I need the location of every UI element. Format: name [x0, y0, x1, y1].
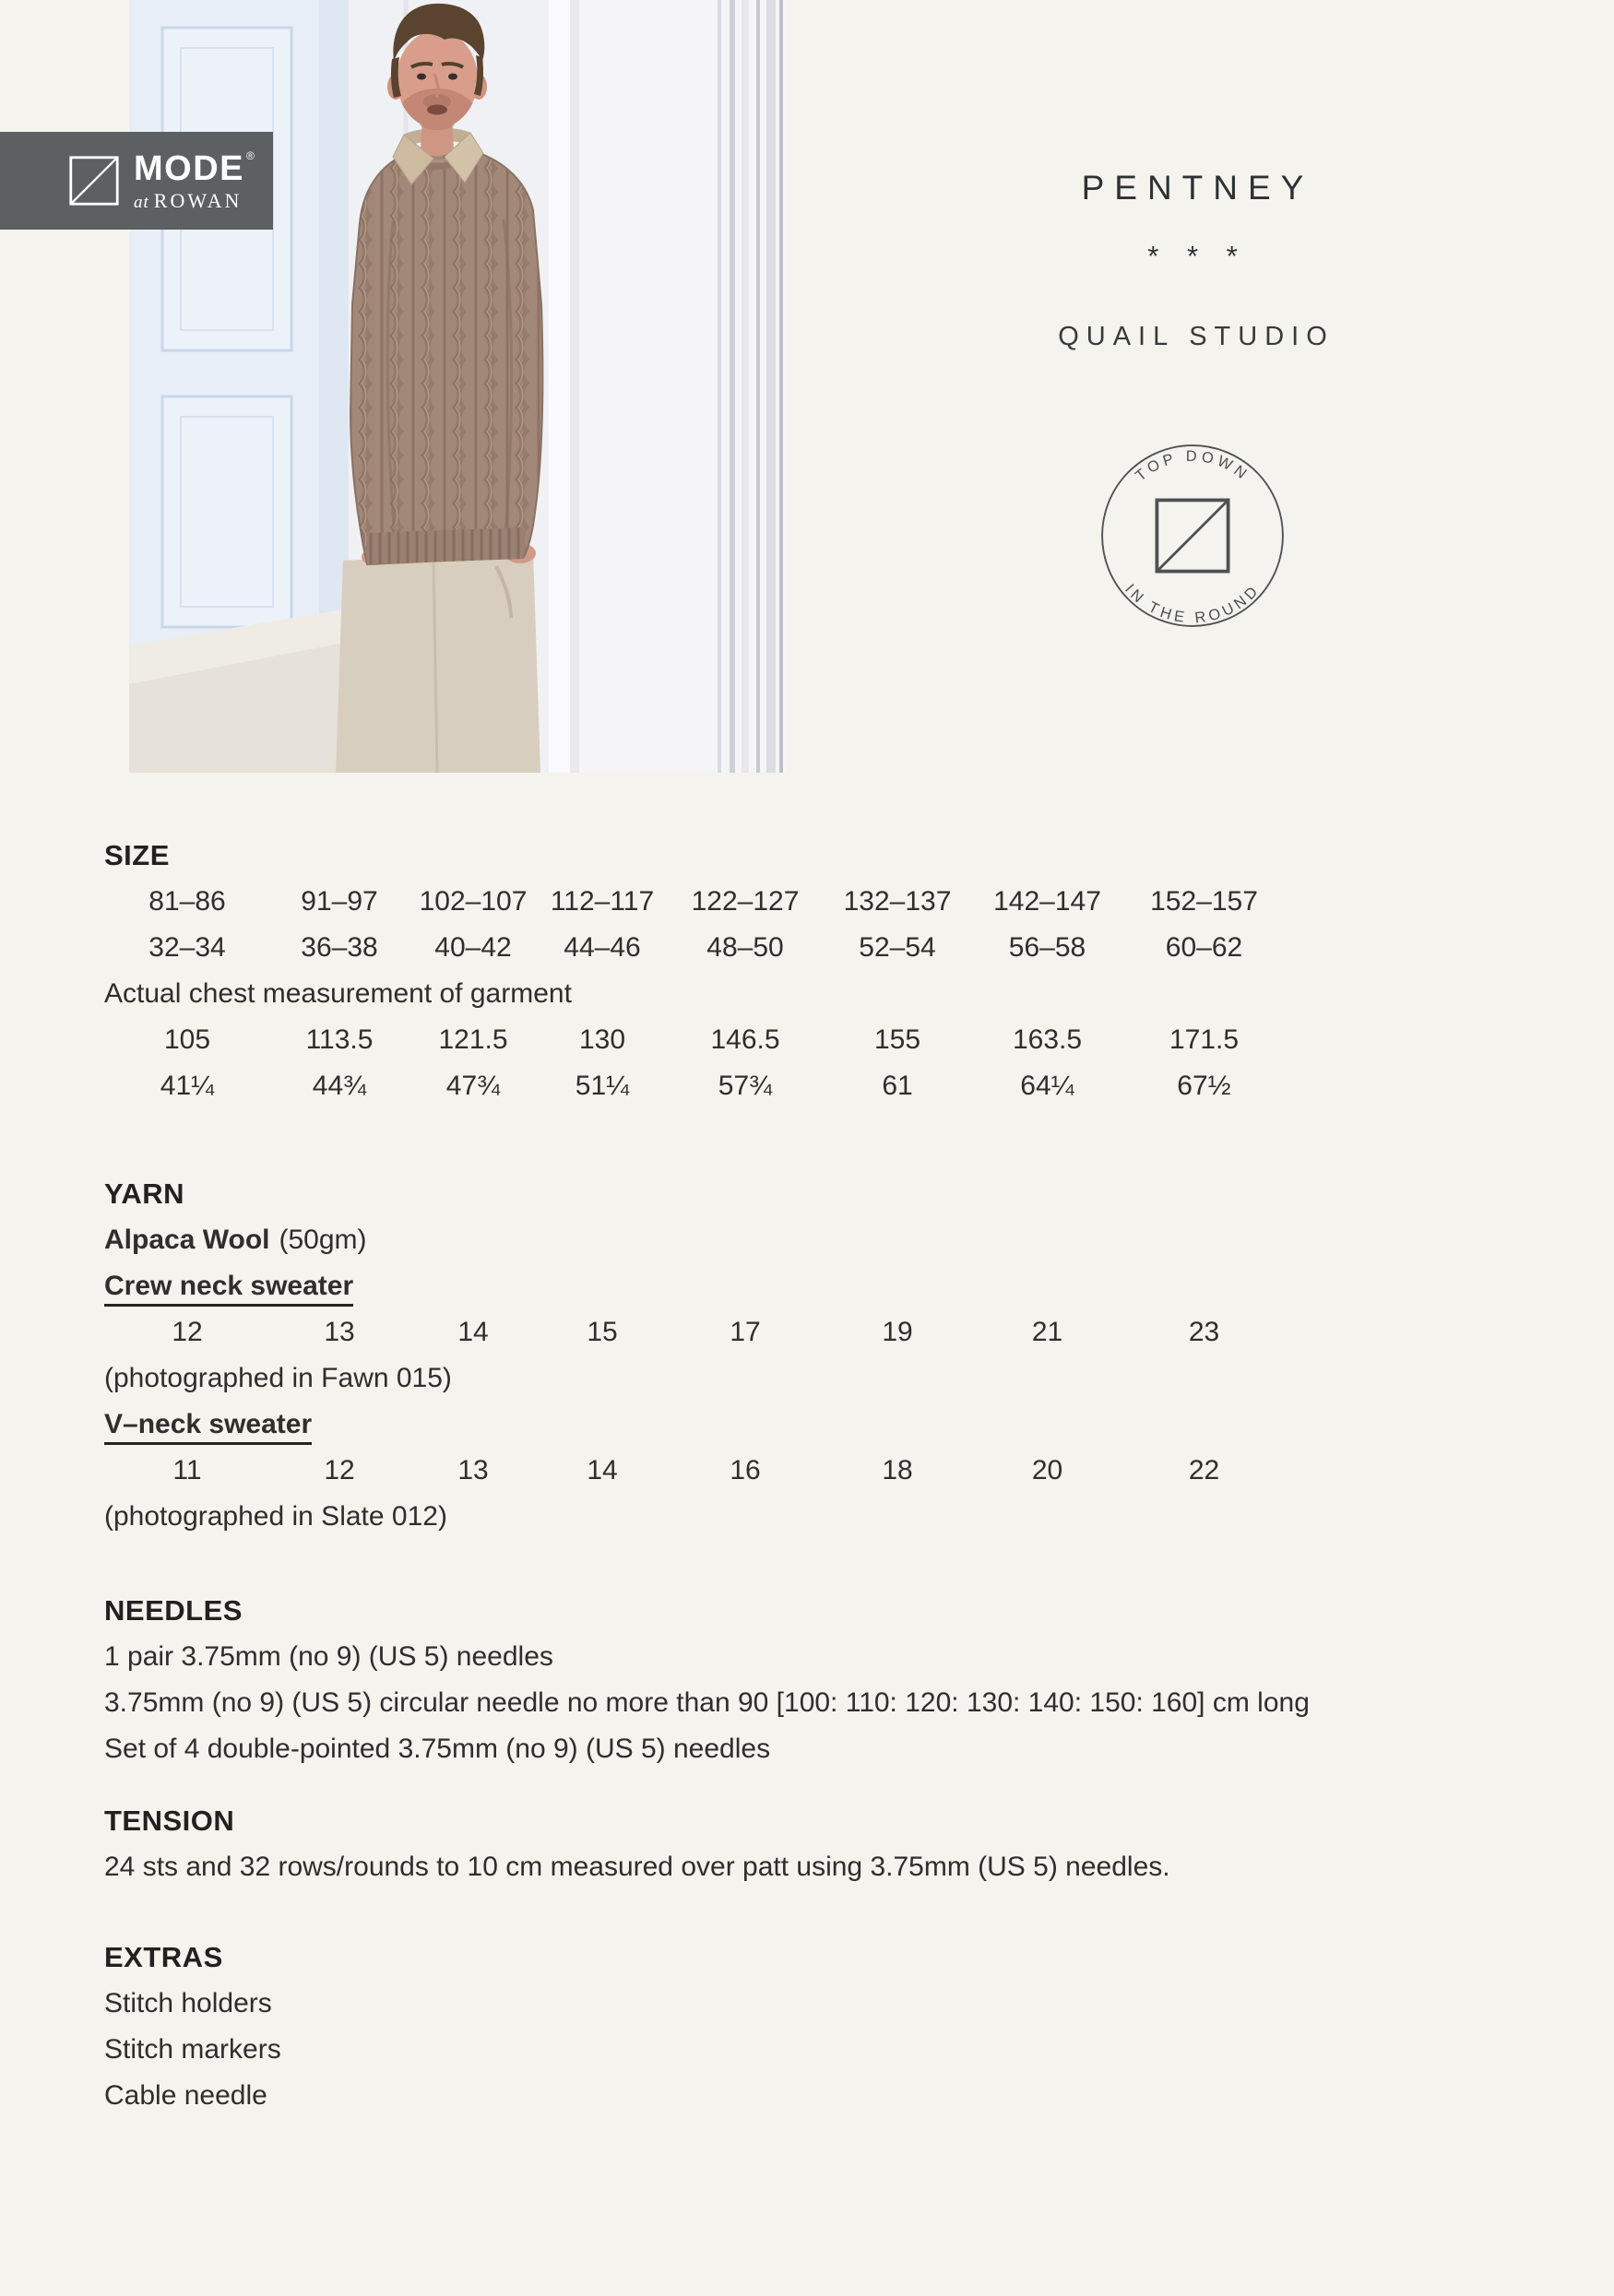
brand-sub-name: ROWAN: [153, 188, 243, 212]
yarn-quantity: 12: [324, 1455, 355, 1485]
registered-mark: ®: [246, 148, 256, 162]
yarn-quantity: 15: [587, 1317, 618, 1347]
actual-chest-note: Actual chest measurement of garment: [104, 978, 572, 1009]
model-photo: [129, 0, 786, 773]
vneck-quantities-row: [104, 1448, 1285, 1494]
size-value: 142–147: [993, 886, 1101, 917]
brand-banner: [0, 132, 273, 230]
yarn-quantity: 12: [172, 1317, 203, 1347]
size-value: 47¾: [445, 1071, 501, 1101]
title-block: [934, 0, 1451, 701]
yarn-weight: (50gm): [279, 1225, 367, 1255]
size-value: 61: [882, 1071, 913, 1101]
actual-cm-row: [104, 1017, 1285, 1063]
size-value: 44–46: [564, 932, 641, 963]
badge-diagonal: [1157, 500, 1228, 571]
yarn-quantity: 20: [1031, 1455, 1063, 1485]
top-down-badge: [1088, 432, 1297, 640]
door-frame: [570, 0, 786, 773]
size-value: 122–127: [691, 886, 800, 917]
size-section: [104, 833, 1568, 1109]
yarn-quantity: 17: [730, 1317, 761, 1347]
tension-section: [104, 1798, 1568, 1890]
variant-label: Crew neck sweater: [104, 1270, 353, 1307]
size-value: 171.5: [1169, 1024, 1240, 1055]
actual-in-row: [104, 1063, 1285, 1109]
sweater-hem: [367, 527, 526, 564]
svg-text:TOP DOWN: [1133, 448, 1252, 485]
yarn-heading: YARN: [104, 1178, 184, 1210]
size-value: 36–38: [301, 932, 378, 963]
svg-text:IN THE ROUND: [1121, 581, 1264, 626]
cable-sweater: [350, 148, 542, 564]
size-value: 81–86: [148, 886, 226, 917]
size-value: 40–42: [434, 932, 512, 963]
size-value: 102–107: [419, 886, 528, 917]
designer-name: QUAIL STUDIO: [1058, 322, 1335, 351]
needles-line: 1 pair 3.75mm (no 9) (US 5) needles: [104, 1641, 553, 1672]
vneck-photographed-note: (photographed in Slate 012): [104, 1501, 447, 1532]
mouth: [427, 105, 447, 115]
extras-section: [104, 1935, 1568, 2119]
size-value: 152–157: [1150, 886, 1258, 917]
size-value: 60–62: [1165, 932, 1243, 963]
yarn-quantity: 19: [882, 1317, 913, 1347]
extras-item: Stitch markers: [104, 2034, 281, 2065]
size-value: 48–50: [706, 932, 784, 963]
size-value: 32–34: [148, 932, 226, 963]
pattern-title: PENTNEY: [1081, 169, 1314, 207]
difficulty-stars: * * *: [1147, 240, 1248, 272]
brand-sub-prefix: at: [134, 192, 149, 212]
size-value: 41¼: [160, 1071, 215, 1101]
size-heading: SIZE: [104, 839, 170, 871]
eye: [448, 74, 457, 80]
yarn-name-line: [104, 1217, 1568, 1263]
yarn-quantity: 16: [730, 1455, 761, 1485]
size-value: 113.5: [305, 1024, 374, 1055]
variant-label: V–neck sweater: [104, 1408, 312, 1445]
yarn-quantity: 23: [1188, 1317, 1220, 1347]
size-value: 51¼: [575, 1071, 630, 1101]
size-value: 163.5: [1012, 1024, 1083, 1055]
brand-name: MODE: [134, 148, 244, 188]
extras-item: Cable needle: [104, 2080, 267, 2111]
size-value: 155: [873, 1024, 921, 1055]
size-value: 56–58: [1008, 932, 1086, 963]
needles-line: Set of 4 double-pointed 3.75mm (no 9) (US 5) needles: [104, 1734, 771, 1764]
eye: [417, 74, 426, 80]
needles-section: [104, 1588, 1568, 1772]
extras-heading: EXTRAS: [104, 1941, 223, 1973]
size-value: 132–137: [843, 886, 952, 917]
size-value: 52–54: [859, 932, 936, 963]
variant-vneck-label-line: [104, 1402, 1568, 1448]
needles-line: 3.75mm (no 9) (US 5) circular needle no more than 90 [100: 110: 120: 130: 140: 150: 160] cm long: [104, 1687, 1310, 1718]
yarn-section: [104, 1171, 1568, 1540]
yarn-quantity: 18: [882, 1455, 913, 1485]
needles-heading: NEEDLES: [104, 1594, 243, 1627]
tension-line: 24 sts and 32 rows/rounds to 10 cm measured over patt using 3.75mm (US 5) needles.: [104, 1852, 1170, 1882]
size-value: 130: [578, 1024, 626, 1055]
crew-quantities-row: [104, 1309, 1285, 1355]
panelled-door: [129, 0, 349, 773]
yarn-name: Alpaca Wool: [104, 1225, 270, 1255]
yarn-quantity: 21: [1031, 1317, 1063, 1347]
size-value: 57¾: [718, 1071, 773, 1101]
size-value: 146.5: [710, 1024, 780, 1055]
yarn-quantity: 14: [457, 1317, 489, 1347]
size-value: 91–97: [301, 886, 378, 917]
yarn-quantity: 14: [587, 1455, 618, 1485]
trousers: [336, 550, 540, 773]
yarn-quantity: 13: [324, 1317, 355, 1347]
to-fit-cm-row: [104, 879, 1285, 925]
yarn-quantity: 11: [172, 1455, 202, 1485]
crew-photographed-note: (photographed in Fawn 015): [104, 1363, 452, 1393]
to-fit-in-row: [104, 925, 1285, 971]
size-value: 112–117: [550, 886, 655, 917]
yarn-quantity: 13: [457, 1455, 489, 1485]
size-value: 64¼: [1020, 1071, 1074, 1101]
mode-logo-icon: [68, 155, 120, 207]
extras-item: Stitch holders: [104, 1988, 272, 2018]
badge-top-text: TOP DOWN: [1132, 447, 1253, 485]
brand-text: [134, 148, 256, 212]
size-value: 67½: [1177, 1071, 1231, 1101]
variant-crew-label-line: [104, 1263, 1568, 1309]
tension-heading: TENSION: [104, 1805, 235, 1837]
size-value: 121.5: [438, 1024, 508, 1055]
badge-bottom-text: IN THE ROUND: [1121, 581, 1264, 627]
size-value: 105: [163, 1024, 211, 1055]
size-value: 44¾: [312, 1071, 367, 1101]
model-photo-illustration: [129, 0, 786, 773]
yarn-quantity: 22: [1188, 1455, 1220, 1485]
